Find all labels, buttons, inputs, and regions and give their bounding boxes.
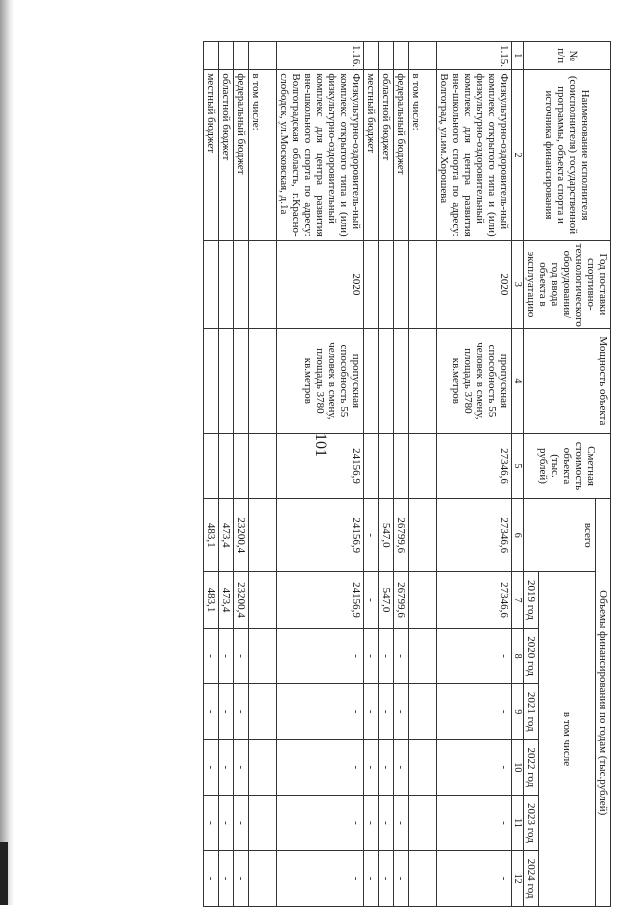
page-number: 101 — [312, 433, 329, 457]
header-year-2022: 2022 год — [524, 740, 539, 796]
source-value: - — [379, 684, 394, 740]
source-value: - — [379, 628, 394, 684]
row-value-2024: - — [437, 851, 512, 907]
col-index: 9 — [512, 684, 524, 740]
source-label: областной бюджет — [219, 70, 234, 240]
table-row — [437, 42, 512, 907]
source-value: 23200,4 — [234, 572, 249, 629]
header-year-2019: 2019 год — [524, 572, 539, 629]
source-label: федеральный бюджет — [234, 70, 249, 240]
source-label: местный бюджет — [204, 70, 219, 240]
row-value-2021: - — [437, 684, 512, 740]
row-capacity: пропускная способность 55 человек в смену, площадь 3780 кв.метров — [277, 329, 364, 433]
source-value: - — [234, 684, 249, 740]
source-value: - — [234, 851, 249, 907]
source-value: - — [219, 684, 234, 740]
source-value: - — [394, 851, 409, 907]
row-value-2021: - — [277, 684, 364, 740]
header-capacity: Мощность объекта — [524, 329, 611, 433]
row-total: 27346,6 — [437, 499, 512, 572]
source-value: - — [234, 740, 249, 796]
source-value: 473,4 — [219, 572, 234, 629]
row-estimate: 27346,6 — [437, 433, 512, 499]
row-name: Физкультурно-оздоровитель-ный комплекс открытого типа и (или) физкультурно-оздоровительный комплекс для центра развития вне-школьного спорта по адресу: Волгоградская область, г.Красно-слободск, ул.Московская, д.1а — [277, 70, 364, 240]
source-total: 547,0 — [379, 499, 394, 572]
table-row — [204, 42, 219, 907]
col-index: 10 — [512, 740, 524, 796]
source-value: - — [364, 851, 379, 907]
header-year-2020: 2020 год — [524, 628, 539, 684]
source-label: местный бюджет — [364, 70, 379, 240]
source-total: 483,1 — [204, 499, 219, 572]
header-year-2024: 2024 год — [524, 851, 539, 907]
source-value: - — [364, 628, 379, 684]
table-row — [364, 42, 379, 907]
table-row — [379, 42, 394, 907]
source-value: - — [219, 740, 234, 796]
row-estimate: 24156,9 — [277, 433, 364, 499]
source-value: - — [379, 795, 394, 851]
col-index: 4 — [512, 329, 524, 433]
source-value: - — [379, 851, 394, 907]
header-year: Год поставки спортивно-технологического оборудования/ год ввода объекта в эксплуатацию — [524, 240, 611, 329]
row-name: Физкультурно-оздоровитель-ный комплекс открытого типа и (или) физкультурно-оздоровительный комплекс для центра развития вне-школьного спорта по адресу: Волгоград, ул.им.Хорошева — [437, 70, 512, 240]
col-index: 6 — [512, 499, 524, 572]
source-value: - — [394, 628, 409, 684]
row-year: 2020 — [277, 240, 364, 329]
source-value: - — [204, 740, 219, 796]
row-value-2020: - — [437, 628, 512, 684]
row-year: 2020 — [437, 240, 512, 329]
source-value: - — [364, 795, 379, 851]
source-value: - — [394, 684, 409, 740]
source-label: областной бюджет — [379, 70, 394, 240]
scan-shadow-edge — [0, 0, 14, 905]
source-total: - — [364, 499, 379, 572]
source-value: - — [394, 795, 409, 851]
source-value: - — [234, 795, 249, 851]
source-value: - — [234, 628, 249, 684]
source-value: - — [364, 740, 379, 796]
source-value: 547,0 — [379, 572, 394, 629]
row-value-2023: - — [437, 795, 512, 851]
header-including: в том числе — [539, 572, 596, 907]
col-index: 2 — [512, 70, 524, 240]
row-num: 1.16. — [277, 42, 364, 70]
table-wrapper — [168, 41, 611, 907]
table-row — [409, 42, 437, 907]
row-value-2020: - — [277, 628, 364, 684]
source-value: - — [219, 851, 234, 907]
row-num: 1.15. — [437, 42, 512, 70]
source-value: 26799,6 — [394, 572, 409, 629]
row-value-2022: - — [277, 740, 364, 796]
table-row — [277, 42, 364, 907]
row-capacity: пропускная способность 55 человек в смену, площадь 3780 кв.метров — [437, 329, 512, 433]
row-value-2019: 24156,9 — [277, 572, 364, 629]
source-label: федеральный бюджет — [394, 70, 409, 240]
col-index: 12 — [512, 851, 524, 907]
table-row — [234, 42, 249, 907]
row-total: 24156,9 — [277, 499, 364, 572]
source-value: - — [379, 740, 394, 796]
breakdown-label: в том числе: — [409, 70, 437, 240]
row-value-2023: - — [277, 795, 364, 851]
row-value-2024: - — [277, 851, 364, 907]
breakdown-label: в том числе: — [249, 70, 277, 240]
source-total: 473,4 — [219, 499, 234, 572]
source-total: 26799,6 — [394, 499, 409, 572]
table-row — [394, 42, 409, 907]
table-row — [249, 42, 277, 907]
source-total: 23200,4 — [234, 499, 249, 572]
source-value: - — [219, 795, 234, 851]
source-value: - — [204, 851, 219, 907]
row-value-2022: - — [437, 740, 512, 796]
col-index: 1 — [512, 42, 524, 70]
header-estimate: Сметная стоимость объекта (тыс. рублей) — [524, 433, 611, 499]
source-value: - — [219, 628, 234, 684]
col-index: 5 — [512, 433, 524, 499]
source-value: - — [364, 572, 379, 629]
source-value: - — [364, 684, 379, 740]
header-total: всего — [524, 499, 596, 572]
source-value: - — [204, 795, 219, 851]
source-value: - — [394, 740, 409, 796]
source-value: - — [204, 684, 219, 740]
financing-table — [203, 41, 611, 907]
header-year-2023: 2023 год — [524, 795, 539, 851]
col-index: 7 — [512, 572, 524, 629]
col-index: 11 — [512, 795, 524, 851]
header-funding: Объемы финансирования по годам (тыс.рублей) — [596, 499, 611, 907]
scan-dark-corner — [0, 842, 8, 905]
header-name: Наименование исполнителя (соисполнителя) государственной программы, объекта спорта и источника финансирования — [524, 70, 611, 240]
col-index: 3 — [512, 240, 524, 329]
table-row — [219, 42, 234, 907]
source-value: 483,1 — [204, 572, 219, 629]
header-num: № п/п — [524, 42, 611, 70]
source-value: - — [204, 628, 219, 684]
col-index: 8 — [512, 628, 524, 684]
header-year-2021: 2021 год — [524, 684, 539, 740]
row-value-2019: 27346,6 — [437, 572, 512, 629]
